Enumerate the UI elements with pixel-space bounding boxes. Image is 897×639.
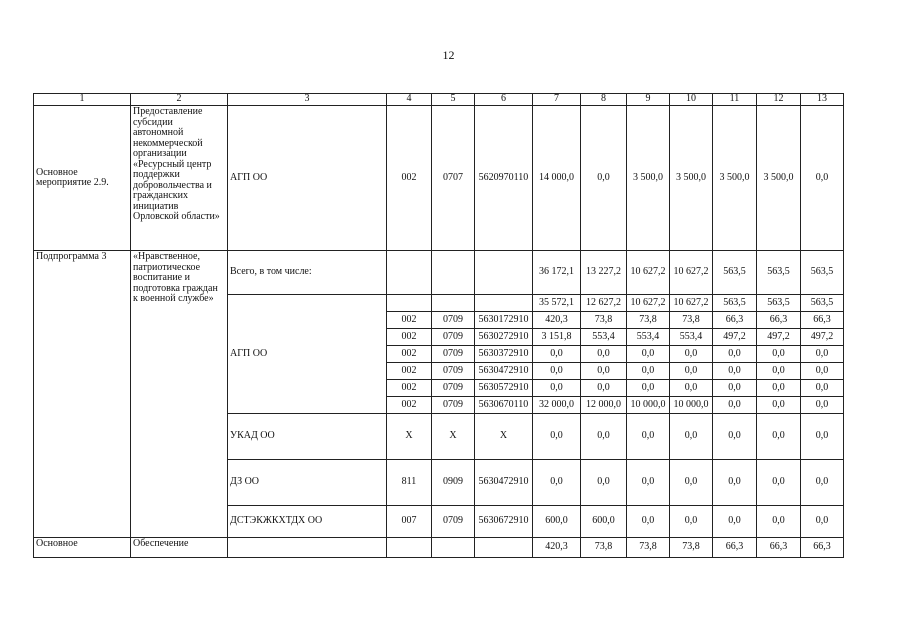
value-cell: 0,0 [627,346,670,363]
rzpr: 0709 [432,380,475,397]
empty-cell [387,295,432,312]
value-cell: 0,0 [627,363,670,380]
value-cell: 600,0 [533,506,581,538]
value-cell: 0,0 [627,506,670,538]
value-cell: 0,0 [627,460,670,506]
rzpr: 0709 [432,346,475,363]
total-label: Всего, в том числе: [228,251,387,295]
rzpr: 0709 [432,506,475,538]
col-num: 2 [131,94,228,106]
grbs: X [387,414,432,460]
value-cell: 0,0 [713,397,757,414]
value-cell: 73,8 [627,312,670,329]
value-cell: 0,0 [757,380,801,397]
value-cell: 563,5 [757,251,801,295]
subprogram-type: Подпрограмма 3 [34,251,131,538]
value-cell: 497,2 [757,329,801,346]
value-cell: 0,0 [801,346,844,363]
col-num: 13 [801,94,844,106]
csr: 5630572910 [475,380,533,397]
value-cell: 10 627,2 [627,295,670,312]
value-cell: 0,0 [801,363,844,380]
rzpr: 0709 [432,397,475,414]
col-num: 9 [627,94,670,106]
table-row [34,251,844,295]
value-cell: 3 500,0 [713,106,757,251]
value-cell: 73,8 [627,538,670,558]
value-cell: 0,0 [801,460,844,506]
value-cell: 0,0 [757,460,801,506]
value-cell: 563,5 [801,251,844,295]
value-cell: 12 627,2 [581,295,627,312]
value-cell: 0,0 [627,414,670,460]
value-cell: 497,2 [713,329,757,346]
value-cell: 0,0 [670,506,713,538]
column-number-row [34,94,844,106]
value-cell: 0,0 [713,506,757,538]
value-cell: 0,0 [581,380,627,397]
value-cell: 563,5 [713,251,757,295]
csr: 5620970110 [475,106,533,251]
value-cell: 3 500,0 [757,106,801,251]
value-cell: 553,4 [581,329,627,346]
value-cell: 73,8 [581,312,627,329]
value-cell: 0,0 [757,414,801,460]
col-num: 7 [533,94,581,106]
value-cell: 66,3 [757,538,801,558]
budget-table [33,93,844,558]
csr: 5630670110 [475,397,533,414]
csr: 5630472910 [475,363,533,380]
value-cell: 0,0 [670,380,713,397]
rzpr: 0709 [432,363,475,380]
col-num: 6 [475,94,533,106]
rzpr: 0707 [432,106,475,251]
value-cell: 12 000,0 [581,397,627,414]
col-num: 1 [34,94,131,106]
executor: АГП ОО [228,106,387,251]
value-cell: 0,0 [801,380,844,397]
executor: ДЗ ОО [228,460,387,506]
value-cell: 66,3 [757,312,801,329]
value-cell: 0,0 [670,346,713,363]
value-cell: 10 627,2 [627,251,670,295]
col-num: 3 [228,94,387,106]
value-cell: 563,5 [757,295,801,312]
value-cell: 600,0 [581,506,627,538]
empty-cell [387,251,432,295]
value-cell: 66,3 [713,312,757,329]
value-cell: 0,0 [533,380,581,397]
value-cell: 35 572,1 [533,295,581,312]
value-cell: 0,0 [581,363,627,380]
measure-name: Предоставление субсидии автономной некоммерческой организации «Ресурсный центр поддержки добровольчества и гражданских инициатив Орловской области» [131,106,228,251]
value-cell: 10 000,0 [670,397,713,414]
value-cell: 3 500,0 [670,106,713,251]
grbs: 002 [387,106,432,251]
value-cell: 0,0 [757,397,801,414]
value-cell: 0,0 [713,363,757,380]
value-cell: 0,0 [581,414,627,460]
value-cell: 3 151,8 [533,329,581,346]
page-number: 12 [442,48,455,62]
value-cell: 73,8 [670,312,713,329]
measure-type: Основное мероприятие 2.9. [34,106,131,251]
value-cell: 0,0 [627,380,670,397]
value-cell: 0,0 [801,414,844,460]
col-num: 12 [757,94,801,106]
grbs: 811 [387,460,432,506]
value-cell: 0,0 [757,506,801,538]
value-cell: 0,0 [713,460,757,506]
value-cell: 10 627,2 [670,295,713,312]
empty-cell [432,295,475,312]
value-cell: 563,5 [713,295,757,312]
table-row [34,106,844,251]
value-cell: 0,0 [801,106,844,251]
value-cell: 66,3 [801,538,844,558]
value-cell: 0,0 [713,414,757,460]
value-cell: 0,0 [757,363,801,380]
col-num: 8 [581,94,627,106]
value-cell: 0,0 [581,460,627,506]
subprogram-name: «Нравственное, патриотическое воспитание и подготовка граждан к военной службе» [131,251,228,538]
col-num: 10 [670,94,713,106]
measure-name: Обеспечение [131,538,228,558]
value-cell: 0,0 [801,506,844,538]
grbs: 002 [387,397,432,414]
value-cell: 0,0 [533,363,581,380]
value-cell: 73,8 [581,538,627,558]
value-cell: 32 000,0 [533,397,581,414]
executor: АГП ОО [228,295,387,414]
grbs: 002 [387,312,432,329]
grbs: 002 [387,329,432,346]
value-cell: 553,4 [627,329,670,346]
grbs: 002 [387,380,432,397]
value-cell: 13 227,2 [581,251,627,295]
empty-cell [475,295,533,312]
csr: 5630472910 [475,460,533,506]
value-cell: 0,0 [801,397,844,414]
csr: 5630172910 [475,312,533,329]
value-cell: 0,0 [670,363,713,380]
col-num: 4 [387,94,432,106]
rzpr: X [432,414,475,460]
empty-cell [387,538,432,558]
empty-cell [432,251,475,295]
value-cell: 0,0 [757,346,801,363]
value-cell: 420,3 [533,312,581,329]
col-num: 11 [713,94,757,106]
measure-type: Основное [34,538,131,558]
empty-cell [475,538,533,558]
grbs: 007 [387,506,432,538]
empty-cell [475,251,533,295]
csr: X [475,414,533,460]
empty-cell [228,538,387,558]
executor: УКАД ОО [228,414,387,460]
value-cell: 497,2 [801,329,844,346]
value-cell: 0,0 [581,346,627,363]
value-cell: 0,0 [670,460,713,506]
value-cell: 73,8 [670,538,713,558]
value-cell: 66,3 [801,312,844,329]
rzpr: 0709 [432,329,475,346]
value-cell: 0,0 [533,460,581,506]
value-cell: 10 000,0 [627,397,670,414]
col-num: 5 [432,94,475,106]
value-cell: 66,3 [713,538,757,558]
value-cell: 10 627,2 [670,251,713,295]
value-cell: 0,0 [670,414,713,460]
empty-cell [432,538,475,558]
grbs: 002 [387,363,432,380]
csr: 5630272910 [475,329,533,346]
value-cell: 36 172,1 [533,251,581,295]
rzpr: 0909 [432,460,475,506]
table-row [34,538,844,558]
grbs: 002 [387,346,432,363]
value-cell: 0,0 [533,414,581,460]
value-cell: 3 500,0 [627,106,670,251]
value-cell: 14 000,0 [533,106,581,251]
rzpr: 0709 [432,312,475,329]
value-cell: 563,5 [801,295,844,312]
value-cell: 0,0 [533,346,581,363]
value-cell: 0,0 [713,346,757,363]
value-cell: 420,3 [533,538,581,558]
value-cell: 553,4 [670,329,713,346]
csr: 5630372910 [475,346,533,363]
value-cell: 0,0 [713,380,757,397]
value-cell: 0,0 [581,106,627,251]
executor: ДСТЭКЖКХТДХ ОО [228,506,387,538]
csr: 5630672910 [475,506,533,538]
